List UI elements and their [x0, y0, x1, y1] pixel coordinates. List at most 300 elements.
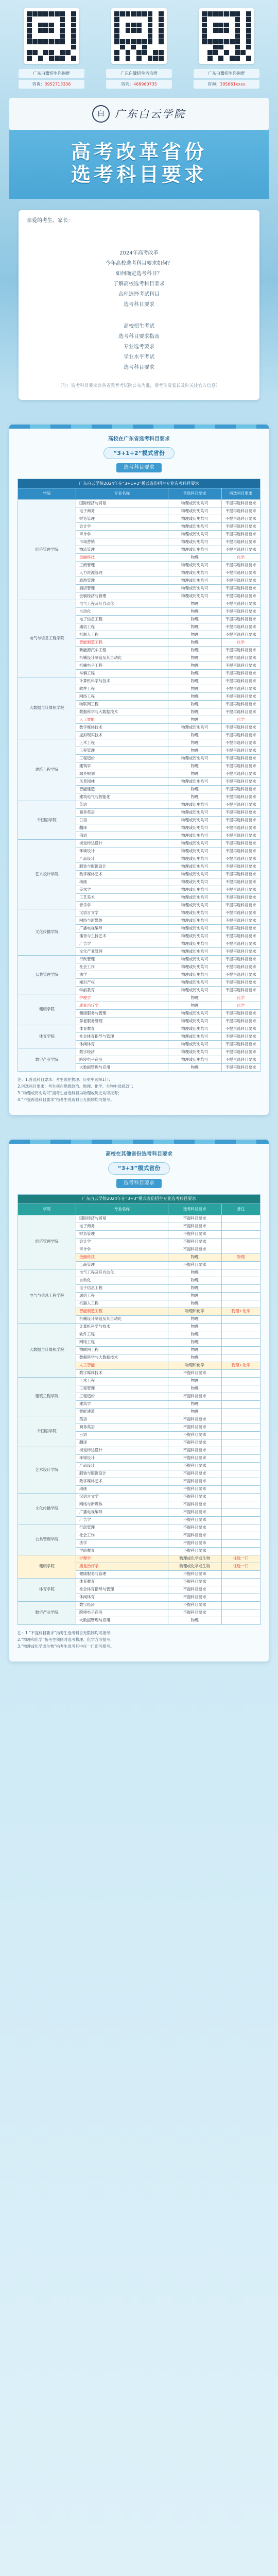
table-header-ref: 再选科目要求	[221, 488, 260, 500]
intro-lines-a	[27, 248, 251, 310]
cell-unit: 经济管理学院	[18, 500, 76, 600]
cell-major: 文化产业管理	[76, 948, 168, 956]
cell-req: 物理或历史均可	[168, 963, 222, 971]
cell-major: 工商管理	[76, 1261, 168, 1269]
table-header-unit: 学院	[18, 1204, 76, 1215]
cell-req: 物理或历史均可	[168, 909, 222, 917]
cell-major: 视觉传达设计	[76, 1447, 168, 1454]
cell-major: 智能建造	[76, 1408, 168, 1416]
cell-unit: 艺术设计学院	[18, 1447, 76, 1493]
cell-ref	[221, 1431, 260, 1439]
cell-req: 物理或历史均可	[168, 917, 222, 925]
intro-lines-b	[27, 321, 251, 373]
cell-req: 不提科目要求	[168, 1454, 222, 1462]
cell-major: 音乐学	[76, 902, 168, 909]
cell-req: 物理或历史均可	[168, 886, 222, 894]
note-line: 3.“物理或历史均可”指考生首选科目为物理或历史均可报考；	[18, 1091, 122, 1096]
cell-unit: 电气与信息工程学院	[18, 600, 76, 677]
cell-req: 物理或历史均可	[168, 724, 222, 732]
cell-ref	[221, 1223, 260, 1230]
cell-unit: 公共管理学院	[18, 1524, 76, 1555]
intro-line: 选考科目要求	[124, 301, 154, 308]
cell-ref: 不提再选科目要求	[221, 507, 260, 515]
cell-major: 土木工程	[76, 1377, 168, 1385]
cell-ref	[221, 1346, 260, 1354]
cell-ref: 不提再选科目要求	[221, 739, 260, 747]
cell-major: 美术学	[76, 886, 168, 894]
cell-req: 物理和化学	[168, 1308, 222, 1315]
cell-major: 动画	[76, 1485, 168, 1493]
cell-req: 不提科目要求	[168, 1570, 222, 1578]
cell-req: 不提科目要求	[168, 1524, 222, 1532]
cell-req: 物理或历史均可	[168, 925, 222, 933]
cell-req: 不提科目要求	[168, 1532, 222, 1539]
cell-req: 物理	[168, 793, 222, 801]
cell-req: 物理或历史均可	[168, 933, 222, 940]
cell-req: 物理或历史均可	[168, 507, 222, 515]
cell-ref	[221, 1532, 260, 1539]
cell-unit: 健康学院	[18, 1555, 76, 1578]
cell-req: 物理或历史均可	[168, 1048, 222, 1056]
cell-major: 电子商务	[76, 1223, 168, 1230]
cell-ref: 不提再选科目要求	[221, 670, 260, 677]
cell-req: 物理	[168, 639, 222, 647]
table-row	[18, 1416, 260, 1423]
cell-major: 电气工程及其自动化	[76, 1269, 168, 1277]
cell-req: 不提科目要求	[168, 1493, 222, 1501]
cell-ref	[221, 1601, 260, 1609]
cell-major: 物联网工程	[76, 1346, 168, 1354]
qr-phone-number: 468960735	[133, 82, 157, 87]
cell-major: 人工智能	[76, 1362, 168, 1369]
cell-major: 审计学	[76, 1246, 168, 1253]
table-row	[18, 1269, 260, 1277]
cell-req: 物理或历史均可	[168, 500, 222, 507]
cell-req: 物理	[168, 1253, 222, 1261]
cell-req: 物理或历史均可	[168, 546, 222, 554]
cell-major: 俄语	[76, 832, 168, 840]
cell-req: 物理或历史均可	[168, 577, 222, 585]
cell-ref: 化学	[221, 1002, 260, 1010]
cell-ref: 不提再选科目要求	[221, 979, 260, 987]
cell-major: 护理学	[76, 1555, 168, 1563]
cell-ref: 不提再选科目要求	[221, 948, 260, 956]
cell-req: 物理或历史均可	[168, 878, 222, 886]
cell-ref: 不提再选科目要求	[221, 1010, 260, 1018]
cell-ref	[221, 1277, 260, 1284]
cell-unit: 大数据与计算机学院	[18, 1323, 76, 1377]
cell-ref: 不提再选科目要求	[221, 1056, 260, 1064]
intro-line: 选考科目要求指南	[118, 333, 160, 340]
cell-ref	[221, 1524, 260, 1532]
qr-phone	[19, 80, 84, 89]
cell-major: 行政管理	[76, 956, 168, 963]
cell-ref: 化学	[221, 639, 260, 647]
cell-major: 金融科技	[76, 554, 168, 562]
table-row	[18, 1524, 260, 1532]
cell-ref: 不提再选科目要求	[221, 963, 260, 971]
cell-req: 物理或历史均可	[168, 778, 222, 786]
cell-ref: 不提再选科目要求	[221, 732, 260, 739]
cell-req: 物理	[168, 600, 222, 608]
qr-card	[19, 8, 84, 89]
cell-major: 机器人工程	[76, 1300, 168, 1308]
cell-req: 物理	[168, 732, 222, 739]
cell-ref	[221, 1447, 260, 1454]
section-mode-badge: “3+1+2”模式省份	[103, 447, 175, 459]
cell-ref	[221, 1230, 260, 1238]
table-row	[18, 956, 260, 963]
qr-phone	[106, 80, 172, 89]
cell-req: 物理	[168, 1300, 222, 1308]
cell-unit: 外国语学院	[18, 801, 76, 840]
cell-major: 工商管理	[76, 562, 168, 569]
cell-ref: 不提再选科目要求	[221, 693, 260, 701]
cell-ref: 不提再选科目要求	[221, 755, 260, 762]
cell-req: 物理或化学或生物	[168, 1563, 222, 1570]
cell-major: 社会工作	[76, 1532, 168, 1539]
cell-major: 国际经济与贸易	[76, 500, 168, 507]
school-banner	[9, 98, 269, 130]
cell-req: 不提科目要求	[168, 1478, 222, 1485]
cell-req: 物理	[168, 1323, 222, 1331]
table-row	[18, 739, 260, 747]
school-logo: 白	[92, 105, 110, 123]
table-row	[18, 677, 260, 685]
cell-ref	[221, 1400, 260, 1408]
cell-ref: 不提再选科目要求	[221, 909, 260, 917]
table-title: 广东白云学院2024年在“3+1+2”模式省份招生专业选考科目要求	[18, 479, 260, 488]
cell-ref: 不提再选科目要求	[221, 608, 260, 616]
cell-req: 物理或历史均可	[168, 871, 222, 878]
intro-line: 选考科目要求	[124, 364, 154, 370]
cell-req: 物理	[168, 770, 222, 778]
cell-ref: 不提再选科目要求	[221, 1033, 260, 1041]
cell-req: 物理或历史均可	[168, 855, 222, 863]
cell-major: 学前教育	[76, 987, 168, 994]
cell-req: 物理或历史均可	[168, 840, 222, 848]
cell-major: 数据科学与大数据技术	[76, 708, 168, 716]
cell-req: 不提科目要求	[168, 1501, 222, 1509]
cell-ref	[221, 1462, 260, 1470]
cell-req: 物理	[168, 554, 222, 562]
cell-ref: 不提再选科目要求	[221, 793, 260, 801]
cell-req: 物理或历史均可	[168, 979, 222, 987]
cell-req: 不提科目要求	[168, 1369, 222, 1377]
cell-ref	[221, 1269, 260, 1277]
cell-ref	[221, 1416, 260, 1423]
cell-major: 网络工程	[76, 1338, 168, 1346]
cell-req: 物理	[168, 708, 222, 716]
cell-major: 金融科技	[76, 1253, 168, 1261]
cell-ref	[221, 1617, 260, 1624]
intro-line: 合理选择考试科目	[118, 291, 160, 297]
cell-major: 休闲体育	[76, 1041, 168, 1048]
cell-req: 不提科目要求	[168, 1539, 222, 1547]
cell-ref	[221, 1586, 260, 1594]
qr-caption: 广东白鹭招生咨询群	[19, 69, 84, 78]
cell-major: 英语	[76, 801, 168, 809]
table-row	[18, 1601, 260, 1609]
cell-major: 建筑学	[76, 1400, 168, 1408]
cell-major: 大数据管理与应用	[76, 1064, 168, 1072]
cell-major: 行政管理	[76, 1524, 168, 1532]
cell-req: 不提科目要求	[168, 1246, 222, 1253]
intro-card	[19, 210, 259, 400]
cell-ref	[221, 1323, 260, 1331]
cell-major: 广告学	[76, 1516, 168, 1524]
cell-major: 汉语言文学	[76, 909, 168, 917]
cell-unit: 体育学院	[18, 1578, 76, 1601]
qr-phone-label: 咨询：	[207, 82, 220, 87]
cell-ref: 不提再选科目要求	[221, 701, 260, 708]
cell-major: 通信工程	[76, 623, 168, 631]
cell-unit: 数字产业学院	[18, 1048, 76, 1072]
cell-ref: 不提再选科目要求	[221, 600, 260, 608]
qr-code-icon	[111, 8, 167, 64]
cell-req: 物理	[168, 1346, 222, 1354]
cell-major: 跨境电子商务	[76, 1609, 168, 1617]
cell-ref	[221, 1408, 260, 1416]
cell-ref	[221, 1315, 260, 1323]
cell-major: 机械电子工程	[76, 662, 168, 670]
cell-unit: 外国语学院	[18, 1416, 76, 1447]
cell-major: 电子信息工程	[76, 1284, 168, 1292]
cell-ref: 不提再选科目要求	[221, 747, 260, 755]
cell-ref	[221, 1578, 260, 1586]
table-notes	[18, 1630, 260, 1650]
cell-req: 不提科目要求	[168, 1439, 222, 1447]
qr-phone-number: 3952713336	[44, 82, 71, 87]
cell-major: 汉语言文学	[76, 1493, 168, 1501]
cell-req: 物理或历史均可	[168, 809, 222, 817]
cell-ref: 不提再选科目要求	[221, 662, 260, 670]
cell-major: 播音与主持艺术	[76, 933, 168, 940]
cell-ref: 不提再选科目要求	[221, 840, 260, 848]
cell-ref: 不提再选科目要求	[221, 562, 260, 569]
cell-major: 网络工程	[76, 693, 168, 701]
cell-req: 物理或历史均可	[168, 1018, 222, 1025]
cell-ref	[221, 1539, 260, 1547]
cell-req: 物理或历史均可	[168, 902, 222, 909]
cell-major: 环境设计	[76, 1454, 168, 1462]
cell-ref: 任选一门	[221, 1563, 260, 1570]
table-header-req: 选考科目要求	[168, 1204, 222, 1215]
hero-title-line1: 高考改革省份	[71, 141, 207, 164]
cell-ref: 不提再选科目要求	[221, 616, 260, 623]
cell-unit: 文化传播学院	[18, 1493, 76, 1524]
cell-ref: 不提再选科目要求	[221, 708, 260, 716]
cell-ref	[221, 1284, 260, 1292]
cell-req: 物理或历史均可	[168, 817, 222, 824]
cell-unit: 体育学院	[18, 1025, 76, 1048]
cell-req: 物理或历史均可	[168, 1025, 222, 1033]
cell-req: 物理	[168, 670, 222, 677]
cell-ref	[221, 1439, 260, 1447]
cell-major: 工程造价	[76, 1393, 168, 1400]
cell-req: 物理或历史均可	[168, 562, 222, 569]
cell-ref: 不提再选科目要求	[221, 685, 260, 693]
table-row	[18, 994, 260, 1002]
cell-req: 不提科目要求	[168, 1609, 222, 1617]
table-header-major: 专业名称	[76, 488, 168, 500]
cell-ref	[221, 1594, 260, 1601]
cell-major: 数字媒体技术	[76, 724, 168, 732]
cell-req: 物理或历史均可	[168, 531, 222, 538]
cell-ref: 不提再选科目要求	[221, 623, 260, 631]
cell-req: 物理或历史均可	[168, 585, 222, 592]
cell-ref: 不提再选科目要求	[221, 500, 260, 507]
hero-banner	[9, 130, 269, 198]
cell-major: 软件工程	[76, 1331, 168, 1338]
cell-ref	[221, 1570, 260, 1578]
cell-unit: 公共管理学院	[18, 956, 76, 994]
cell-ref: 不提再选科目要求	[221, 817, 260, 824]
cell-req: 物理	[168, 786, 222, 793]
intro-greeting: 亲爱的考生、家长：	[27, 217, 73, 224]
cell-ref: 不提再选科目要求	[221, 677, 260, 685]
cell-req: 物理或历史均可	[168, 863, 222, 871]
cell-req: 物理	[168, 701, 222, 708]
note-line: 3.“物理或化学或生物”指考生选考其中任一门即可报考。	[18, 1643, 114, 1649]
cell-ref: 不提再选科目要求	[221, 956, 260, 963]
cell-req: 物理	[168, 1408, 222, 1416]
table-row	[18, 801, 260, 809]
cell-unit: 艺术设计学院	[18, 840, 76, 909]
cell-ref: 不提再选科目要求	[221, 523, 260, 531]
cell-major: 学前教育	[76, 1547, 168, 1555]
cell-major: 日语	[76, 817, 168, 824]
cell-major: 广播电视编导	[76, 1509, 168, 1516]
cell-req: 物理	[168, 1277, 222, 1284]
cell-unit: 建筑工程学院	[18, 739, 76, 801]
intro-line: 了解高校选考科目要求	[113, 281, 165, 287]
cell-req: 不提科目要求	[168, 1230, 222, 1238]
cell-req: 物理或历史均可	[168, 956, 222, 963]
cell-ref	[221, 1246, 260, 1253]
cell-major: 商务英语	[76, 809, 168, 817]
cell-ref: 不提再选科目要求	[221, 894, 260, 902]
cell-ref: 不提再选科目要求	[221, 863, 260, 871]
cell-major: 数据科学与大数据技术	[76, 1354, 168, 1362]
cell-req: 物理或历史均可	[168, 538, 222, 546]
cell-major: 数字经济	[76, 1048, 168, 1056]
cell-req: 不提科目要求	[168, 1578, 222, 1586]
cell-unit: 大数据与计算机学院	[18, 677, 76, 739]
cell-major: 日语	[76, 1431, 168, 1439]
cell-major: 跨境电子商务	[76, 1056, 168, 1064]
cell-unit: 经济管理学院	[18, 1215, 76, 1269]
cell-req: 物理	[168, 994, 222, 1002]
cell-major: 视觉传达设计	[76, 840, 168, 848]
qr-phone-label: 咨询：	[121, 82, 134, 87]
cell-ref: 不提再选科目要求	[221, 855, 260, 863]
cell-major: 人力资源管理	[76, 569, 168, 577]
cell-ref: 不提再选科目要求	[221, 654, 260, 662]
cell-major: 广播电视编导	[76, 925, 168, 933]
cell-req: 物理	[168, 1002, 222, 1010]
cell-req: 物理	[168, 1385, 222, 1393]
cell-major: 健康服务与管理	[76, 1010, 168, 1018]
cell-major: 体育教育	[76, 1025, 168, 1033]
cell-req: 物理或化学或生物	[168, 1555, 222, 1563]
table-header-major: 专业名称	[76, 1204, 168, 1215]
cell-ref: 不提再选科目要求	[221, 778, 260, 786]
qr-caption: 广东白鹭招生咨询群	[194, 69, 259, 78]
cell-ref	[221, 1547, 260, 1555]
cell-ref: 不提再选科目要求	[221, 801, 260, 809]
cell-major: 物联网工程	[76, 701, 168, 708]
cell-req: 物理	[168, 1315, 222, 1323]
cell-ref: 不提再选科目要求	[221, 925, 260, 933]
intro-line: 高校招生考试	[124, 323, 154, 329]
cell-ref	[221, 1238, 260, 1246]
cell-major: 工程管理	[76, 747, 168, 755]
intro-line: 今年高校选考科目要求如何？	[106, 260, 172, 266]
intro-line: 2024年高考改革	[119, 250, 159, 256]
cell-req: 物理	[168, 1284, 222, 1292]
cell-major: 数字媒体技术	[76, 1369, 168, 1377]
cell-major: 体育教育	[76, 1578, 168, 1586]
cell-req: 物理和化学	[168, 1362, 222, 1369]
requirements-table	[18, 1194, 260, 1625]
cell-ref	[221, 1331, 260, 1338]
section-tag: 选考科目要求	[116, 463, 162, 472]
cell-req: 物理	[168, 623, 222, 631]
cell-major: 工程造价	[76, 755, 168, 762]
cell-req: 物理或历史均可	[168, 755, 222, 762]
section-subtitle: 高校在其他省份选考科目要求	[106, 1151, 172, 1158]
cell-req: 物理或历史均可	[168, 592, 222, 600]
cell-ref: 不提再选科目要求	[221, 647, 260, 654]
cell-major: 物流管理	[76, 546, 168, 554]
cell-ref	[221, 1509, 260, 1516]
cell-req: 物理	[168, 1400, 222, 1408]
cell-ref	[221, 1393, 260, 1400]
cell-major: 会计学	[76, 1238, 168, 1246]
table-row	[18, 1215, 260, 1223]
cell-major: 虚拟现实技术	[76, 732, 168, 739]
cell-major: 商务英语	[76, 1423, 168, 1431]
cell-major: 国际经济与贸易	[76, 1215, 168, 1223]
cell-req: 不提科目要求	[168, 1462, 222, 1470]
cell-req: 物理	[168, 747, 222, 755]
cell-major: 数字媒体艺术	[76, 1478, 168, 1485]
table-row	[18, 909, 260, 917]
qr-phone-label: 咨询：	[32, 82, 45, 87]
cell-ref: 不提再选科目要求	[221, 1018, 260, 1025]
cell-ref: 不提再选科目要求	[221, 940, 260, 948]
cell-req: 不提科目要求	[168, 1215, 222, 1223]
cell-req: 物理或历史均可	[168, 801, 222, 809]
cell-major: 软件工程	[76, 685, 168, 693]
section-subtitle: 高校在广东省选考科目要求	[108, 436, 170, 442]
cell-req: 不提科目要求	[168, 1594, 222, 1601]
cell-req: 物理	[168, 662, 222, 670]
cell-major: 财务管理	[76, 515, 168, 523]
cell-req: 物理	[168, 1064, 222, 1072]
section-header	[18, 432, 260, 472]
cell-ref: 不提再选科目要求	[221, 592, 260, 600]
intro-line: 专业选考要求	[124, 344, 154, 350]
cell-ref	[221, 1423, 260, 1431]
cell-ref: 不提再选科目要求	[221, 971, 260, 979]
cell-major: 产品设计	[76, 1462, 168, 1470]
cell-req: 物理	[168, 677, 222, 685]
cell-major: 人工智能	[76, 716, 168, 724]
table-row	[18, 1555, 260, 1563]
cell-major: 网络与新媒体	[76, 917, 168, 925]
